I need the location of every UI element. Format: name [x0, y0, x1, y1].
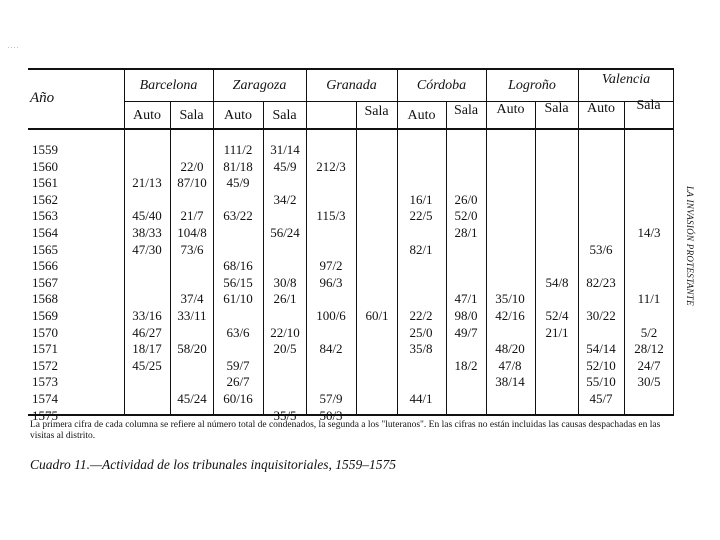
table-cell: 22/2: [409, 308, 433, 323]
table-cell: 45/25: [132, 357, 162, 373]
table-cell: 35/5: [273, 407, 297, 423]
table-cell: 60/16: [223, 391, 253, 406]
sub-header-sala: Sala: [544, 101, 569, 116]
table-cell: 18/2: [454, 357, 478, 373]
sub-header-sala: Sala: [179, 108, 204, 123]
table-cell: 42/16: [495, 308, 525, 323]
col-divider: [535, 101, 536, 414]
table-cell: 18/17: [132, 341, 162, 357]
table-cell: 30/22: [586, 308, 616, 323]
year-label: 1570: [32, 324, 58, 340]
table-footnote: La primera cifra de cada columna se refiere al número total de condenados, la segunda a los "luteranos". En las cifras no están incluidas las causas despachadas en las visitas al distrito.: [30, 420, 661, 441]
table-cell: 38/14: [495, 374, 525, 390]
table-cell: 53/6: [589, 241, 613, 257]
year-label: 1575: [32, 407, 58, 423]
table-cell: 47/1: [454, 291, 478, 307]
sub-header-sala: Sala: [636, 98, 661, 113]
year-label: 1571: [32, 341, 58, 357]
table-cell: 33/11: [177, 308, 207, 323]
table-cell: 87/10: [177, 175, 207, 191]
year-label: 1565: [32, 241, 58, 257]
year-label: 1561: [32, 175, 58, 191]
running-head-vertical: LA INVASIÓN PROTESTANTE: [685, 186, 695, 306]
sub-header-auto: Auto: [407, 108, 436, 123]
year-column-header: Año: [30, 90, 55, 106]
corner-mark: . . . .: [8, 44, 19, 50]
table-cell: 115/3: [316, 208, 346, 224]
table-cell: 5/2: [640, 324, 658, 340]
year-label: 1559: [32, 142, 58, 157]
table-cell: 73/6: [180, 241, 204, 257]
table-cell: 22/5: [409, 208, 433, 224]
table-right-edge: [673, 68, 674, 414]
table-cell: 52/4: [545, 308, 569, 323]
table-cell: 97/2: [319, 258, 343, 274]
city-header-zaragoza: Zaragoza: [232, 78, 287, 93]
table-cell: 45/9: [226, 175, 250, 191]
table-cell: 60/1: [365, 308, 389, 323]
table-cell: 11/1: [637, 291, 661, 307]
table-cell: 56/24: [270, 225, 300, 240]
table-cell: 25/0: [409, 324, 433, 340]
year-label: 1566: [32, 258, 58, 274]
table-cell: 54/8: [545, 274, 569, 290]
year-label: 1568: [32, 291, 58, 307]
table-cell: 37/4: [180, 291, 204, 307]
table-cell: 50/3: [319, 407, 343, 423]
table-cell: 98/0: [454, 308, 478, 323]
table-cell: 63/22: [223, 208, 253, 224]
table-cell: 212/3: [316, 158, 346, 174]
table-cell: 28/12: [634, 341, 664, 357]
table-cell: 21/13: [132, 175, 162, 191]
table-cell: 34/2: [273, 191, 297, 207]
col-divider: [306, 68, 307, 414]
sub-header-sala: Sala: [453, 103, 479, 118]
col-divider: [356, 101, 357, 414]
table-cell: 68/16: [223, 258, 253, 274]
table-cell: 14/3: [637, 225, 661, 240]
table-cell: 61/10: [223, 291, 253, 307]
table-cell: 59/7: [226, 357, 250, 373]
table-cell: 52/0: [454, 208, 478, 224]
table-cell: 52/10: [586, 357, 616, 373]
year-label: 1563: [32, 208, 58, 224]
table-cell: 16/1: [409, 191, 433, 207]
table-cell: 81/18: [223, 158, 253, 174]
table-cell: 104/8: [177, 225, 207, 240]
table-cell: 56/15: [223, 274, 253, 290]
table-cell: 24/7: [637, 357, 661, 373]
table-cell: 63/6: [226, 324, 250, 340]
year-label: 1573: [32, 374, 58, 390]
sub-header-auto: Auto: [587, 101, 615, 116]
table-cell: 58/20: [177, 341, 207, 357]
table-cell: 31/14: [270, 142, 300, 157]
table-cell: 26/0: [454, 191, 478, 207]
table-cell: 38/33: [132, 225, 162, 240]
table-cell: 45/9: [273, 158, 297, 174]
table-cell: 20/5: [273, 341, 297, 357]
table-cell: 35/8: [409, 341, 433, 357]
table-cell: 21/1: [545, 324, 569, 340]
sub-header-auto: Auto: [133, 108, 161, 123]
sub-header-auto: Auto: [496, 102, 525, 117]
year-label: 1574: [32, 391, 58, 406]
table-cell: 111/2: [223, 142, 253, 157]
year-label: 1567: [32, 274, 58, 290]
table-cell: 47/30: [132, 241, 162, 257]
table-cell: 45/24: [177, 391, 207, 406]
year-label: 1560: [32, 158, 58, 174]
year-label: 1572: [32, 357, 58, 373]
table-cell: 57/9: [319, 391, 343, 406]
city-header-logrono: Logroño: [508, 78, 556, 93]
table-cell: 26/7: [226, 374, 250, 390]
table-cell: 47/8: [498, 357, 522, 373]
table-cell: 54/14: [586, 341, 616, 357]
table-cell: 30/8: [273, 274, 297, 290]
table-cell: 28/1: [454, 225, 478, 240]
table-caption: Cuadro 11.—Actividad de los tribunales inquisitoriales, 1559–1575: [30, 457, 396, 472]
table-cell: 35/10: [495, 291, 525, 307]
sub-header-auto: Auto: [224, 108, 252, 123]
table-cell: 82/1: [409, 241, 433, 257]
table-cell: 100/6: [316, 308, 346, 323]
city-header-valencia: Valencia: [601, 72, 651, 87]
table-cell: 82/23: [586, 274, 616, 290]
table-cell: 22/0: [180, 158, 204, 174]
table-cell: 55/10: [586, 374, 616, 390]
table-cell: 26/1: [273, 291, 297, 307]
year-label: 1562: [32, 191, 58, 207]
table-cell: 33/16: [132, 308, 162, 323]
sub-header-sala: Sala: [272, 108, 297, 123]
year-label: 1564: [32, 225, 58, 240]
table-cell: 96/3: [319, 274, 343, 290]
sub-header-sala: Sala: [364, 104, 389, 119]
table-cell: 21/7: [180, 208, 204, 224]
table-cell: 49/7: [454, 324, 478, 340]
table-cell: 22/10: [270, 324, 300, 340]
table-cell: 84/2: [319, 341, 343, 357]
table-cell: 45/40: [132, 208, 162, 224]
table-cell: 48/20: [495, 341, 525, 357]
table-cell: 45/7: [589, 391, 613, 406]
table-cell: 30/5: [637, 374, 661, 390]
table-cell: 44/1: [409, 391, 433, 406]
table-cell: 46/27: [132, 324, 162, 340]
year-label: 1569: [32, 308, 58, 323]
city-header-cordoba: Córdoba: [416, 78, 467, 93]
city-header-granada: Granada: [326, 78, 377, 93]
city-header-barcelona: Barcelona: [139, 78, 198, 93]
